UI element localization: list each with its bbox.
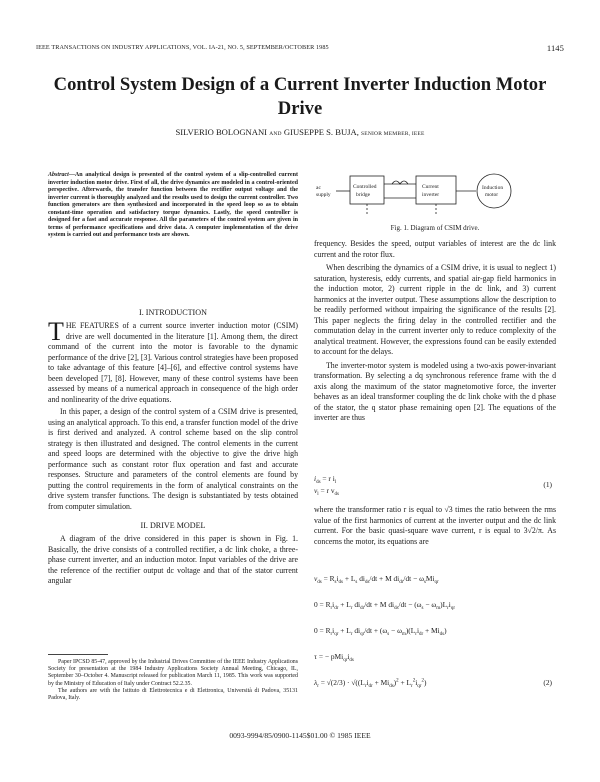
right-paragraph-4: where the transformer ratio r is equal to √3 times the ratio between the rms value of the first harmonics of current at the inverter output and the dc link current. For the basic quasi-square wave current, r is equal to 3√2/π. As concerns the motor, its equations are [314,505,556,546]
footnote-p1: Paper IPCSD 85-47, approved by the Industrial Drives Committee of the IEEE Industry Applications Society for presentation at the 1984 Industry Applications Society Annual Meeting, Chicago, IL, September 30–October 4. Manuscript released for publication March 11, 1985. This work was supported by the Ministry of Education of Italy under Contract 52.2.35. [48,659,298,687]
ac-label: ac [316,185,321,191]
figure-csim-diagram [314,160,556,222]
abstract-text: —An analytical design is presented of the control system of a slip-controlled current inverter induction motor drive. First of all, the drive dynamics are modeled in a control-oriented perspective. Afterwards, the transfer function between the rectifier output voltage and the inverter current is thoroughly analyzed and the results used to design the current controller. Two function generators are then synthesized and incorporated in the speed loop so as to obtain constant-time operation and satisfactory torque dynamics. Lastly, the speed controller is designed for a fast and accurate response. All the parameters of the control system are given in terms of performance specifications and drive data. A computer implementation of the drive system is carried out and performance tests are shown. [48,172,298,239]
eq2-row2-zero: 0 = [314,600,324,609]
equation-1-number: (1) [543,480,552,489]
author-and: AND [269,131,282,137]
right-paragraph-1: frequency. Besides the speed, output variables of interest are the dc link current and the rotor flux. [314,239,556,259]
intro-heading: I. INTRODUCTION [139,308,207,317]
current-inverter-block [416,176,456,204]
supply-label: supply [316,192,331,198]
intro-paragraph-1 [48,317,298,405]
right-paragraph-3: The inverter-motor system is modeled using a two-axis power-invariant transformation. By selecting a dq synchronous reference frame with the d axis along the maximum of the stator magnetomotive force, the inverter behaves as an ideal transformer coupling the dc link choke with the d phase of the stator, the q stator phase remaining open [2]. The equations of the inverter are thus [314,360,556,422]
author-2-title: SENIOR MEMBER, IEEE [361,131,425,137]
paper-title: Control System Design of a Current Inverter Induction Motor Drive [53,74,547,119]
right-column [314,239,556,424]
footnote [48,659,298,702]
induction-motor-circle [477,174,511,208]
block2-label: Current [422,184,439,190]
abstract [48,172,298,240]
journal-header: IEEE TRANSACTIONS ON INDUSTRY APPLICATIONS, VOL. IA-21, NO. 5, SEPTEMBER/OCTOBER 1985 [36,44,329,51]
controlled-bridge-block [350,176,384,204]
copyright-line: 0093-9994/85/0900-1145$01.00 © 1985 IEEE [229,731,371,740]
drive-heading: II. DRIVE MODEL [140,521,206,530]
figure-caption: Fig. 1. Diagram of CSIM drive. [390,224,480,232]
equation-2: $v_{ds} = R_si_{ds} + L_s$ $di_{ds}/dt + M$ $di_{dr}/dt - \omega_sMi_{qr}$ $0 = R_ri_{dr} + L_r$ $di_{dr}/dt + M$ $di_{ds}/dt - (\omega_s - \omega_m)L_ri_{qr}$ $0 = R_ri_{qr} + L_r$ $di_{qr}/dt + (\omega_s - \omega_m)(L_ri_{dr} + Mi_{ds})$ τ = − $pMi_{qr}i_{ds}$ $\lambda_r = √(2/3) \cdot √((L_ri_{dr} + Mi_{ds})^2 + L_r^2i_{qr}^2)$ (2) [314,574,552,689]
footnote-p2: The authors are with the Istituto di Elettrotecnica e di Elettronica, Università di Padova, 35131 Padova, Italy. [48,687,298,702]
left-column [48,307,298,587]
right-paragraph-2: When describing the dynamics of a CSIM drive, it is usual to neglect 1) saturation, hysteresis, eddy currents, and spatial air-gap field harmonics in the induction motor, 2) current ripple in the dc link, and 3) current harmonics at the inverter output. These assumptions allow the description to be readily performed without impairing the significance of the results [2]. This paper neglects the firing delay in the controlled rectifier and the commutation delay in the current inverter only to reduce complexity of the analytical treatment. However, the expressions found can be easily extended to account for the delays. [314,263,556,356]
block2b-label: inverter [422,192,440,198]
block1-label: Controlled [353,184,377,190]
author-1: SILVERIO BOLOGNANI [175,127,268,137]
right-column-2 [314,505,556,547]
authors-line [36,127,564,137]
block3b-label: motor [485,192,499,198]
eq1-line1-var: i [314,474,317,483]
eq2-tau: τ = − pM [314,652,342,661]
drop-cap: T [48,317,64,346]
block3-label: Induction [482,185,504,191]
page-number: 1145 [546,43,564,53]
eq2-row3-zero: 0 = [314,626,324,635]
abstract-label: Abstract [48,172,69,178]
intro-p1-text: HE FEATURES of a current source inverter induction motor (CSIM) drive are well documented in the literature [1]. Among them, the direct command of the current into the motor is favorable to the dynamic performance of the drive [2], [3]. Various control strategies have been proposed to take advantage of this feature [4]–[6], and effective control systems have been developed [7], [8]. However, many of these control systems have been assessed by means of a numerical approach in consequence of the high order and nonlinearity of the drive equations. [48,321,298,404]
block1b-label: bridge [356,192,371,198]
author-2: GIUSEPPE S. BUJA, [283,127,359,137]
drive-paragraph-1: A diagram of the drive considered in this paper is shown in Fig. 1. Basically, the drive consists of a controlled rectifier, a dc link choke, a three-phase current inverter, and an induction motor. Input variables of the drive are the reference of the rectifier output dc voltage and that of the stator current angular [48,534,298,585]
eq2-lambda: λ [314,678,318,687]
footnote-rule [48,654,108,655]
intro-paragraph-2: In this paper, a design of the control system of a CSIM drive is presented, using an analytical approach. To this end, a transfer function model of the drive is first derived and analyzed. A control scheme based on the slip control strategy is then illustrated and designed. The control elements in the current and speed loops are determined with the objective to give the drive high performance such as constant rotor flux operation and fast and accurate responses. Structure and parameters of the control elements are found by putting the control requirements in the form of analytical constraints on the drive system transfer functions. The design is substantiated by tests obtained from computer simulation. [48,407,298,511]
equation-2-number: (2) [543,678,552,687]
eq2-vds: v [314,574,318,583]
running-header [36,44,564,51]
equation-1: $i_{ds} = r$ $i_l$ $v_l = r$ $v_{ds}$ (1) [314,474,552,497]
eq1-line2-var: v [314,486,318,495]
